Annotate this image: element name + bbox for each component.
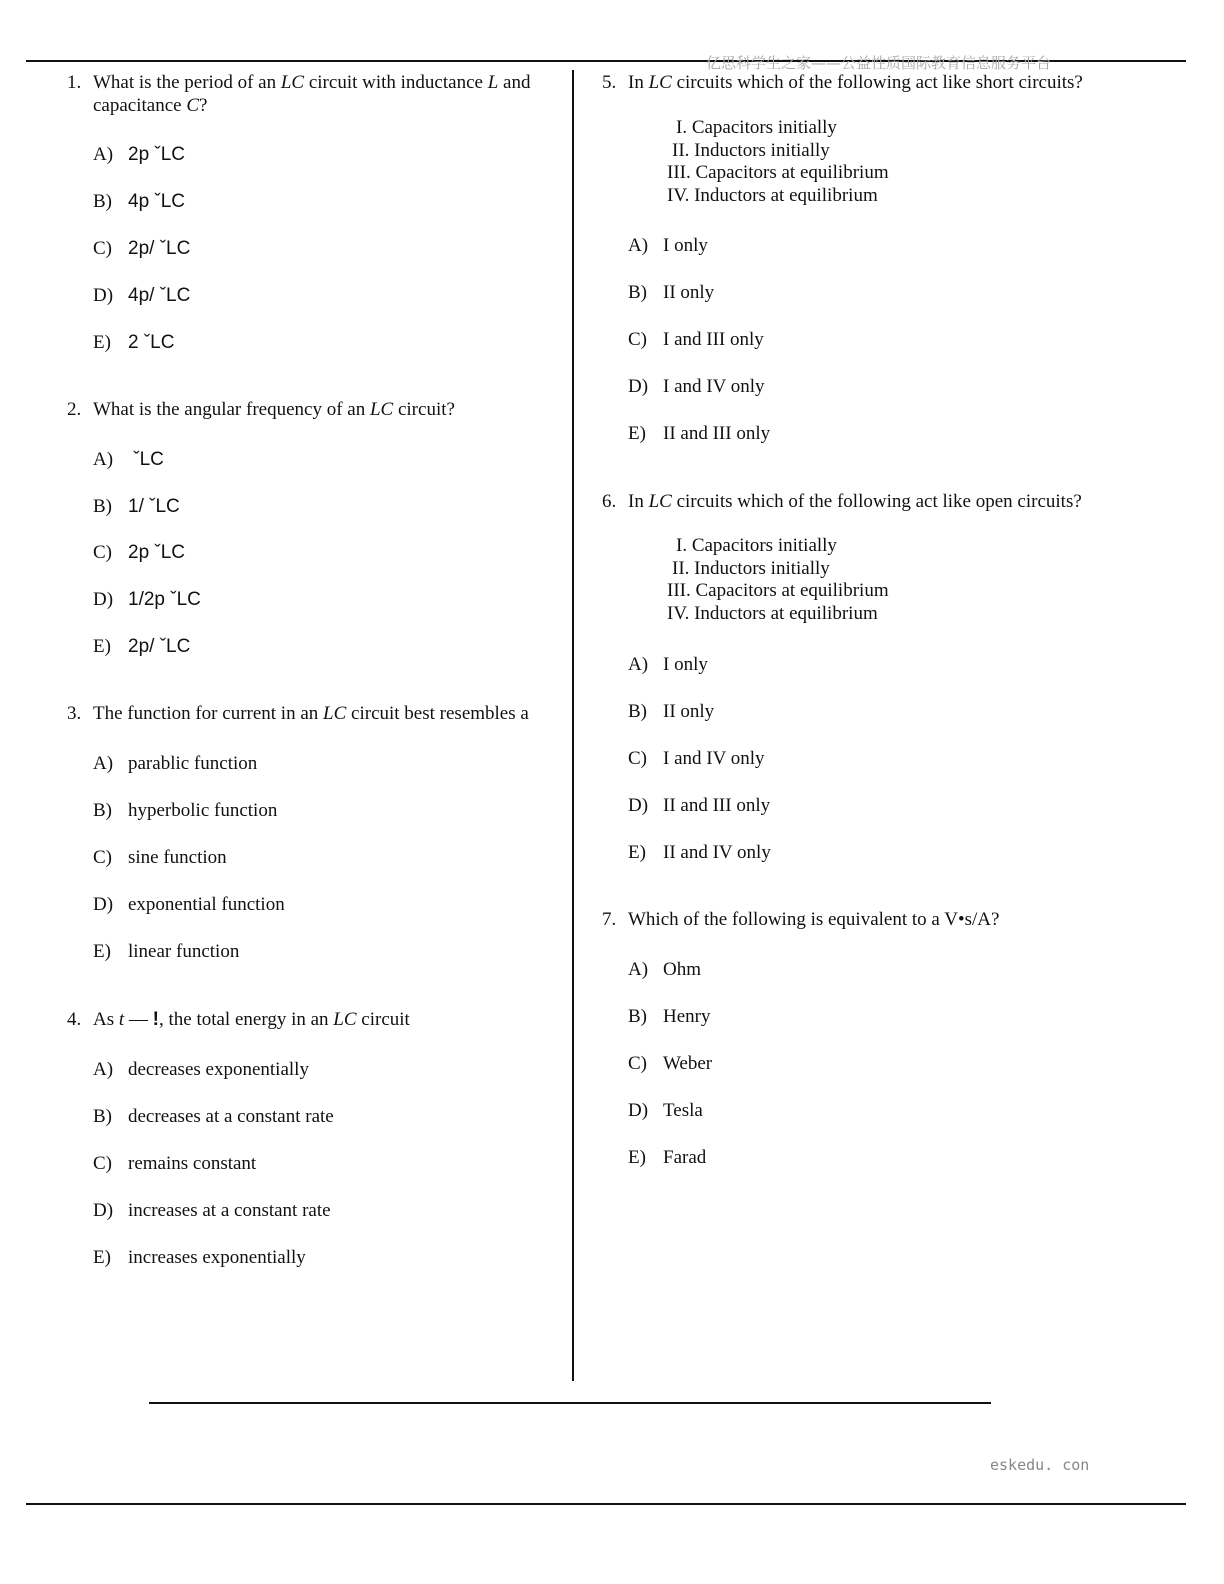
footer-site-text: eskedu. con	[990, 1456, 1090, 1474]
question-number: 6.	[602, 491, 617, 512]
question-number: 1.	[67, 72, 82, 93]
question-number: 3.	[67, 703, 82, 724]
statement-item: I. Capacitors initially	[676, 535, 837, 556]
question-number: 4.	[67, 1009, 82, 1030]
question-number: 7.	[602, 909, 617, 930]
statement-item: IV. Inductors at equilibrium	[667, 602, 878, 624]
statement-list	[640, 535, 889, 625]
header-watermark: 亿思科学生之家——公益性质国际教育信息服务平台	[706, 54, 1052, 72]
question-stem: What is the period of an LC circuit with inductance L and capacitance C?	[93, 72, 531, 116]
question-stem: The function for current in an LC circuit best resembles a	[93, 703, 529, 724]
statement-list	[640, 117, 889, 207]
statement-item: II. Inductors initially	[672, 557, 830, 579]
question-stem: As t — !, the total energy in an LC circuit	[93, 1009, 410, 1030]
statement-item: III. Capacitors at equilibrium	[667, 162, 889, 183]
statement-item: II. Inductors initially	[672, 139, 830, 161]
question-number: 2.	[67, 399, 82, 420]
question-stem: Which of the following is equivalent to a V•s/A?	[628, 909, 1000, 930]
question-stem: In LC circuits which of the following act like short circuits?	[628, 72, 1083, 93]
question-number: 5.	[602, 72, 617, 93]
question-stem: In LC circuits which of the following act like open circuits?	[628, 491, 1082, 512]
footer-rule	[149, 1402, 991, 1404]
column-divider	[572, 70, 574, 1381]
statement-item: I. Capacitors initially	[676, 117, 837, 138]
statement-item: IV. Inductors at equilibrium	[667, 184, 878, 206]
statement-item: III. Capacitors at equilibrium	[667, 580, 889, 601]
question-stem: What is the angular frequency of an LC circuit?	[93, 399, 455, 420]
bottom-rule	[26, 1503, 1186, 1505]
